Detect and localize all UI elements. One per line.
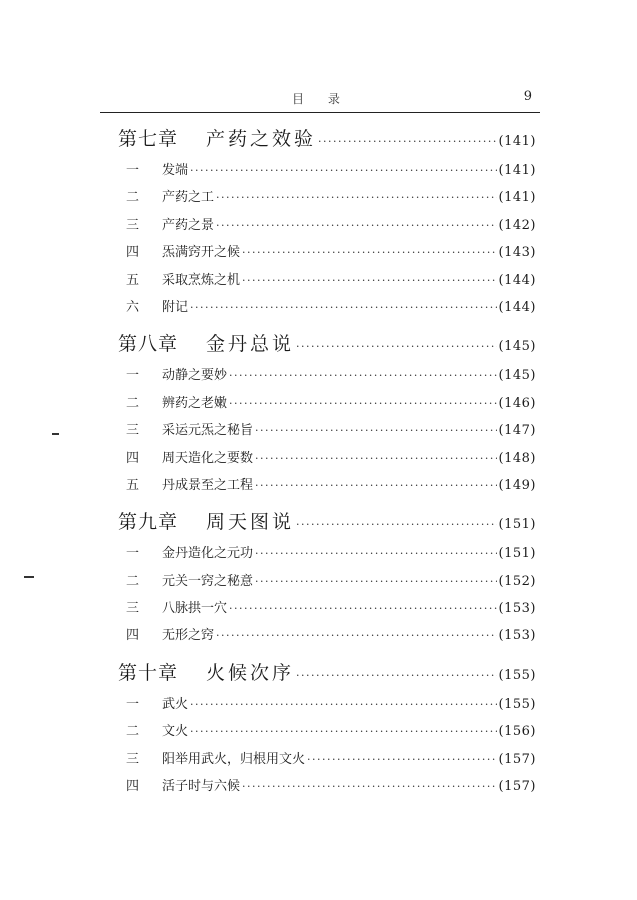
dot-leader: [255, 424, 497, 437]
section-number: 一: [126, 696, 140, 712]
toc-section-row: [104, 597, 536, 624]
toc-section-row: [104, 447, 536, 474]
toc-page-ref: (155): [498, 696, 536, 712]
toc-page-ref: (145): [498, 339, 536, 355]
section-title: 武火: [162, 696, 189, 712]
section-number: 二: [126, 190, 140, 206]
dot-leader: [255, 452, 497, 465]
scan-speck: [24, 576, 34, 578]
toc-section-row: [104, 269, 536, 296]
toc-section-row: [104, 159, 536, 186]
toc-page-ref: (147): [498, 423, 536, 439]
section-number: 五: [126, 272, 140, 288]
toc-section-row: [104, 748, 536, 775]
section-number: 四: [126, 628, 140, 644]
section-number: 三: [126, 217, 140, 233]
section-title: 阳举用武火，归根用文火: [162, 751, 306, 767]
section-title: 八脉拱一穴: [162, 601, 228, 617]
toc-page-ref: (149): [498, 477, 536, 493]
toc-section-row: [104, 693, 536, 720]
section-title: 无形之窍: [162, 628, 215, 644]
dot-leader: [318, 135, 497, 148]
toc-page-ref: (142): [498, 217, 536, 233]
section-number: 五: [126, 477, 140, 493]
toc-page-ref: (151): [498, 517, 536, 533]
section-number: 三: [126, 423, 140, 439]
dot-leader: [216, 191, 497, 204]
section-number: 四: [126, 245, 140, 261]
dot-leader: [296, 518, 497, 531]
section-title: 金丹造化之元功: [162, 546, 254, 562]
section-title: 产药之工: [162, 190, 215, 206]
section-number: 二: [126, 573, 140, 589]
section-number: 四: [126, 779, 140, 795]
toc-page-ref: (146): [498, 395, 536, 411]
toc-section-row: [104, 720, 536, 747]
dot-leader: [229, 397, 497, 410]
toc-page-ref: (148): [498, 450, 536, 466]
toc-page-ref: (143): [498, 245, 536, 261]
section-number: 三: [126, 751, 140, 767]
toc-page-ref: (156): [498, 724, 536, 740]
section-title: 辨药之老嫩: [162, 395, 228, 411]
section-title: 元关一窍之秘意: [162, 573, 254, 589]
running-title: 目 录: [292, 92, 350, 106]
toc-chapter-row: [104, 507, 536, 542]
toc-page-ref: (152): [498, 573, 536, 589]
toc-page-ref: (157): [498, 751, 536, 767]
chapter-title: 火候次序: [206, 661, 295, 684]
chapter-title: 产药之效验: [206, 128, 317, 150]
scan-speck: [52, 433, 59, 435]
table-of-contents: [104, 124, 536, 802]
chapter-number: 第七章: [118, 128, 179, 150]
dot-leader: [229, 602, 497, 615]
section-number: 一: [126, 163, 140, 178]
dot-leader: [242, 274, 497, 287]
dot-leader: [216, 629, 497, 642]
toc-page-ref: (144): [498, 272, 536, 288]
section-title: 炁满窍开之候: [162, 245, 241, 261]
toc-section-row: [104, 570, 536, 597]
toc-page-ref: (153): [498, 601, 536, 617]
section-title: 丹成景至之工程: [162, 477, 254, 493]
toc-chapter-row: [104, 124, 536, 159]
toc-section-row: [104, 474, 536, 501]
toc-page-ref: (151): [498, 546, 536, 562]
section-title: 产药之景: [162, 217, 215, 233]
dot-leader: [242, 246, 497, 259]
toc-section-row: [104, 186, 536, 213]
chapter-number: 第九章: [118, 511, 179, 534]
section-title: 发端: [162, 163, 189, 178]
dot-leader: [229, 369, 497, 382]
page-number: 9: [523, 89, 532, 104]
dot-leader: [307, 753, 497, 766]
section-number: 一: [126, 546, 140, 562]
header-rule: [100, 112, 540, 113]
section-title: 活子时与六候: [162, 779, 241, 795]
toc-section-row: [104, 419, 536, 446]
toc-section-row: [104, 775, 536, 802]
toc-section-row: [104, 624, 536, 651]
section-number: 二: [126, 395, 140, 411]
toc-page-ref: (157): [498, 779, 536, 795]
toc-page-ref: (145): [498, 368, 536, 384]
dot-leader: [190, 301, 497, 314]
toc-page-ref: (155): [498, 667, 536, 683]
toc-page-ref: (141): [498, 134, 536, 149]
toc-section-row: [104, 241, 536, 268]
dot-leader: [255, 547, 497, 560]
dot-leader: [255, 575, 497, 588]
toc-chapter-row: [104, 658, 536, 693]
dot-leader: [242, 780, 497, 793]
section-title: 动静之要妙: [162, 368, 228, 384]
chapter-number: 第八章: [118, 333, 179, 356]
toc-page-ref: (153): [498, 628, 536, 644]
chapter-title: 周天图说: [206, 511, 295, 534]
dot-leader: [190, 725, 497, 738]
chapter-number: 第十章: [118, 661, 179, 684]
section-title: 附记: [162, 299, 189, 315]
toc-chapter-row: [104, 329, 536, 364]
toc-page-ref: (141): [498, 190, 536, 206]
section-title: 周天造化之要数: [162, 450, 254, 466]
dot-leader: [255, 479, 497, 492]
chapter-title: 金丹总说: [206, 333, 295, 356]
section-number: 一: [126, 368, 140, 384]
dot-leader: [216, 219, 497, 232]
toc-page-ref: (141): [498, 163, 536, 178]
toc-section-row: [104, 392, 536, 419]
section-number: 三: [126, 601, 140, 617]
section-number: 六: [126, 299, 140, 315]
section-title: 采运元炁之秘旨: [162, 423, 254, 439]
section-title: 采取烹炼之机: [162, 272, 241, 288]
section-number: 二: [126, 724, 140, 740]
dot-leader: [190, 698, 497, 711]
toc-section-row: [104, 542, 536, 569]
toc-section-row: [104, 214, 536, 241]
running-head: [100, 90, 540, 108]
dot-leader: [296, 669, 497, 682]
dot-leader: [190, 164, 497, 177]
section-number: 四: [126, 450, 140, 466]
section-title: 文火: [162, 724, 189, 740]
dot-leader: [296, 340, 497, 353]
toc-page-ref: (144): [498, 299, 536, 315]
toc-section-row: [104, 364, 536, 391]
toc-section-row: [104, 296, 536, 323]
